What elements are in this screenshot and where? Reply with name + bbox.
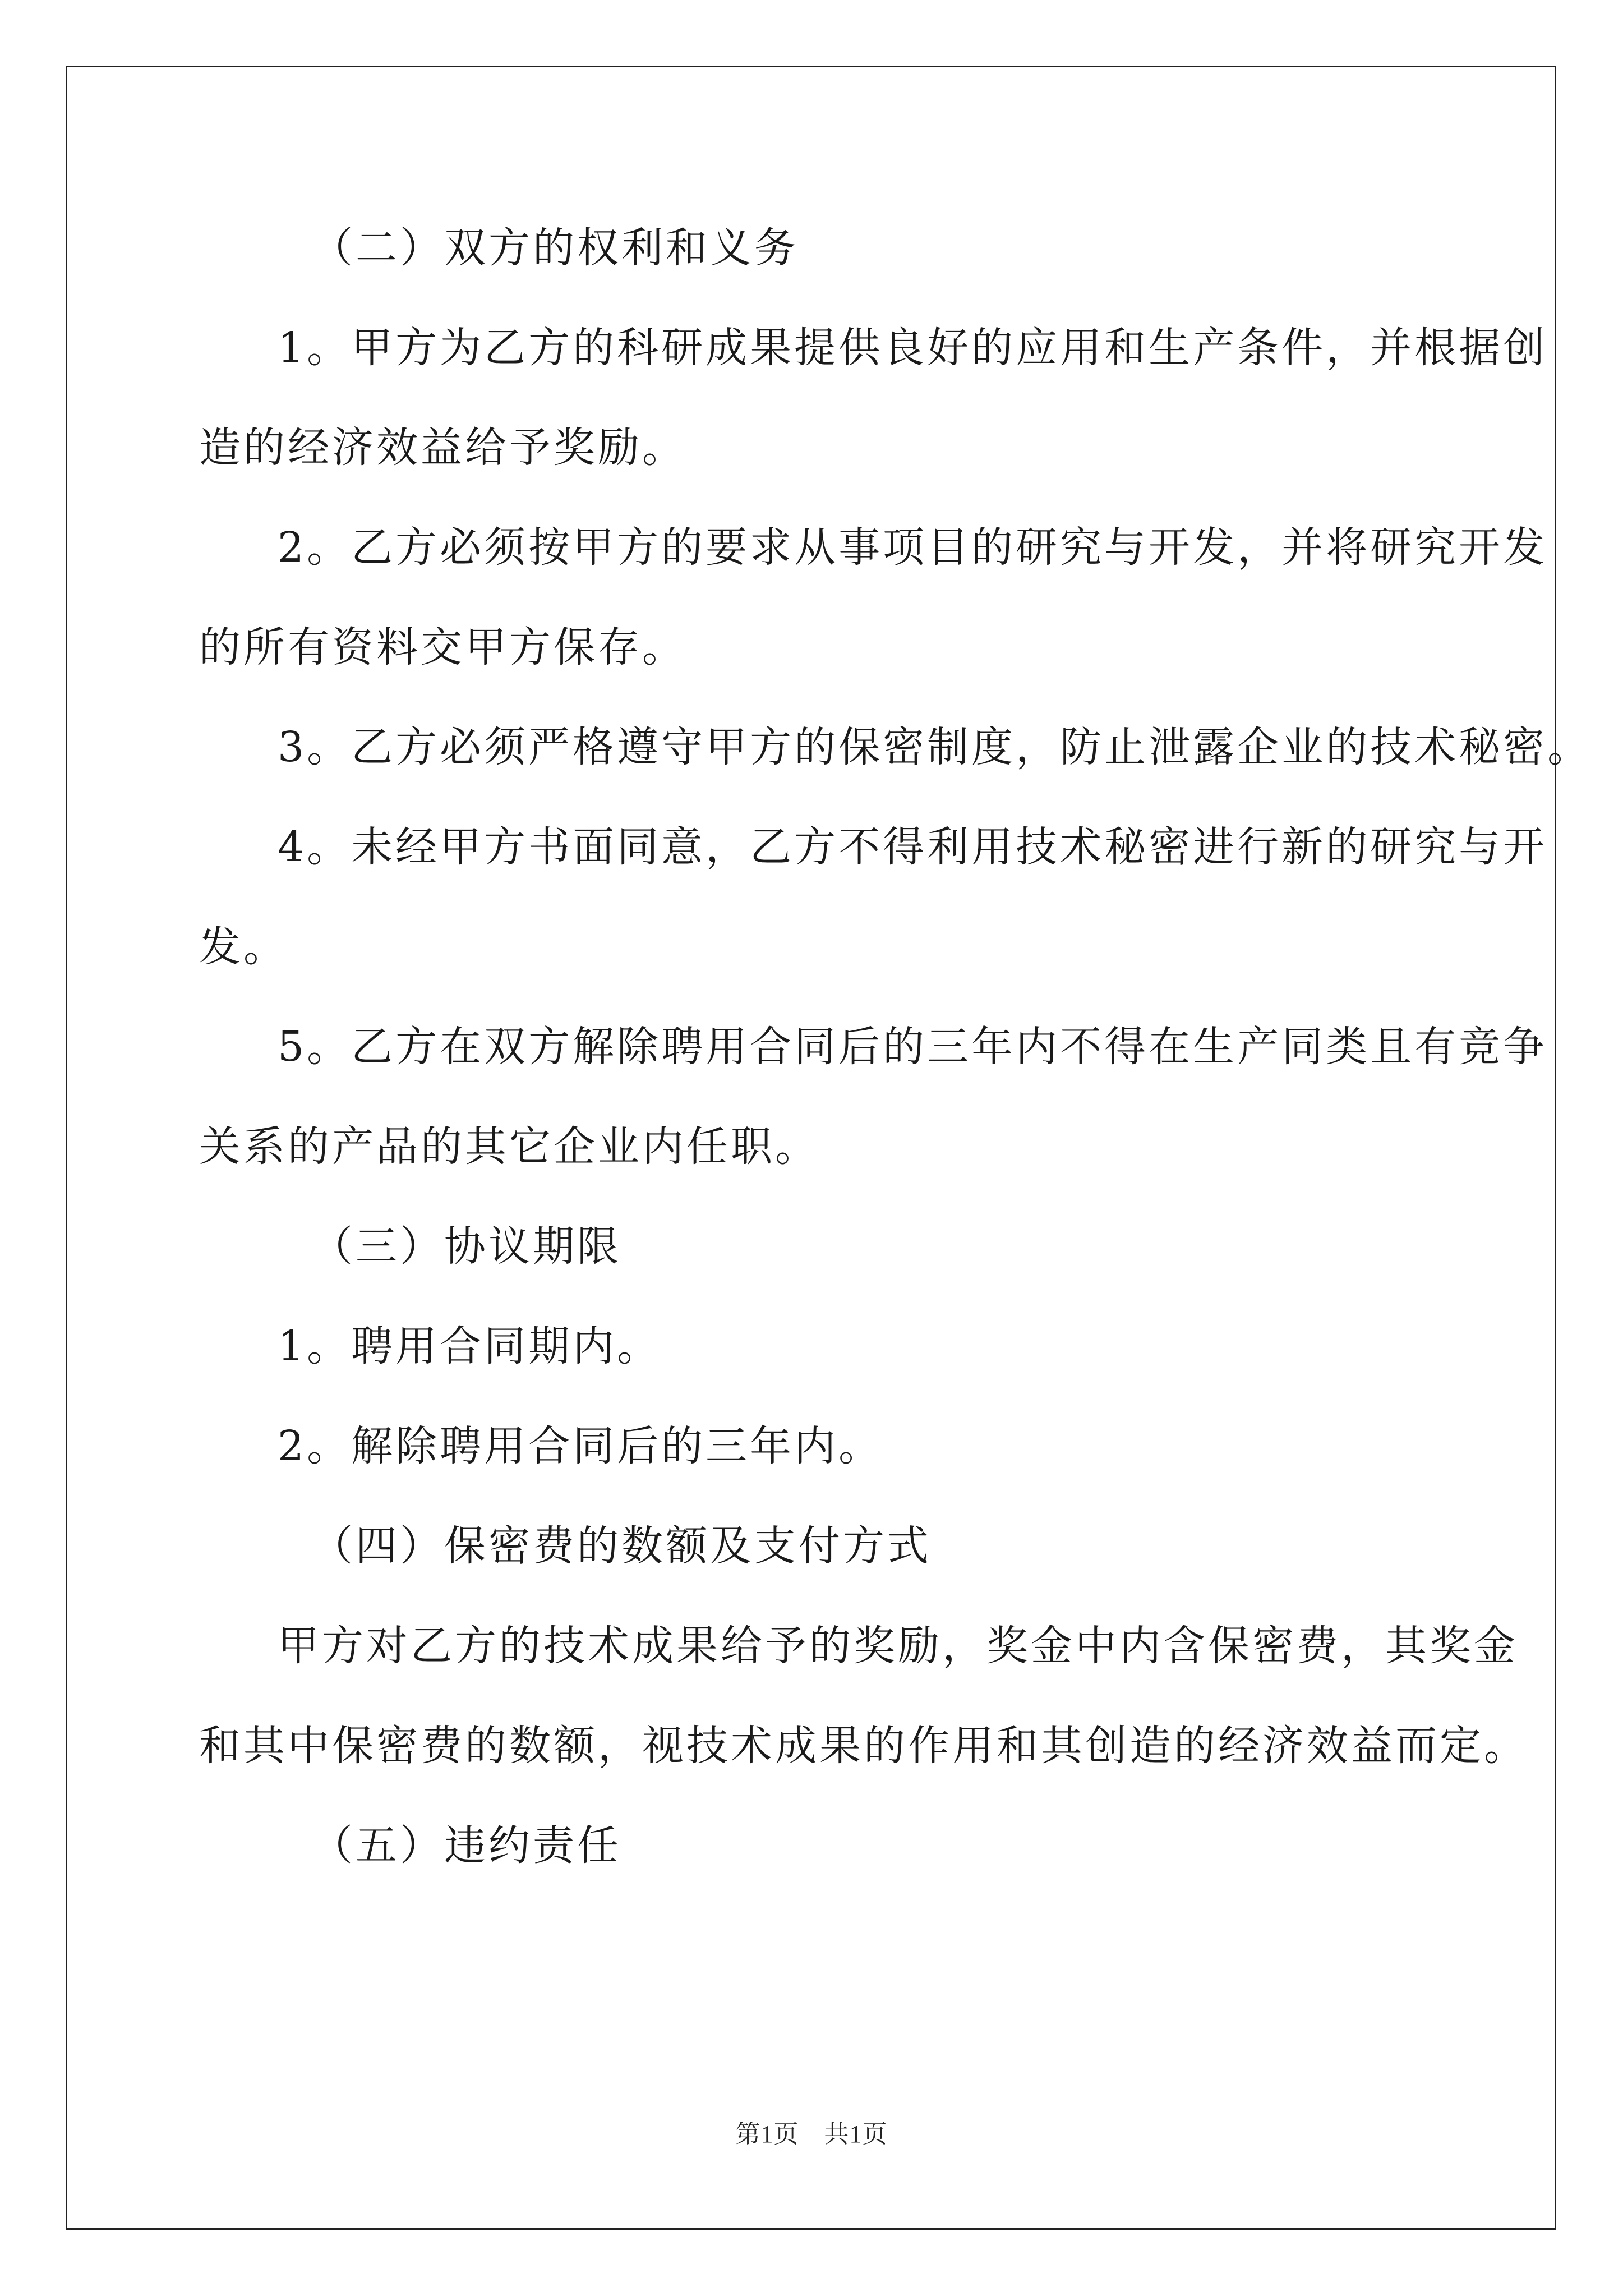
paragraph-line: 和其中保密费的数额，视技术成果的作用和其创造的经济效益而定。 — [199, 1722, 1528, 1770]
paragraph-line: 造的经济效益给予奖励。 — [199, 424, 686, 472]
section-heading-liability: （五）违约责任 — [311, 1821, 621, 1870]
section-heading-term: （三）协议期限 — [311, 1222, 621, 1271]
paragraph-line: 3。乙方必须严格遵守甲方的保密制度，防止泄露企业的技术秘密。 — [278, 723, 1592, 771]
section-heading-rights: （二）双方的权利和义务 — [311, 224, 799, 272]
paragraph-line: 1。甲方为乙方的科研成果提供良好的应用和生产条件，并根据创 — [278, 324, 1548, 372]
section-heading-fee: （四）保密费的数额及支付方式 — [311, 1522, 932, 1570]
paragraph-line: 2。乙方必须按甲方的要求从事项目的研究与开发，并将研究开发 — [278, 523, 1548, 572]
paragraph-line: 的所有资料交甲方保存。 — [199, 623, 686, 671]
paragraph-line: 1。聘用合同期内。 — [278, 1322, 662, 1370]
paragraph-line: 甲方对乙方的技术成果给予的奖励，奖金中内含保密费，其奖金 — [278, 1622, 1518, 1670]
paragraph-line: 关系的产品的其它企业内任职。 — [199, 1122, 819, 1171]
paragraph-line: 2。解除聘用合同后的三年内。 — [278, 1422, 883, 1470]
paragraph-line: 5。乙方在双方解除聘用合同后的三年内不得在生产同类且有竞争 — [278, 1023, 1548, 1071]
page-number: 第1页 共1页 — [735, 2120, 888, 2148]
paragraph-line: 发。 — [199, 923, 288, 971]
paragraph-line: 4。未经甲方书面同意，乙方不得利用技术秘密进行新的研究与开 — [278, 823, 1548, 871]
